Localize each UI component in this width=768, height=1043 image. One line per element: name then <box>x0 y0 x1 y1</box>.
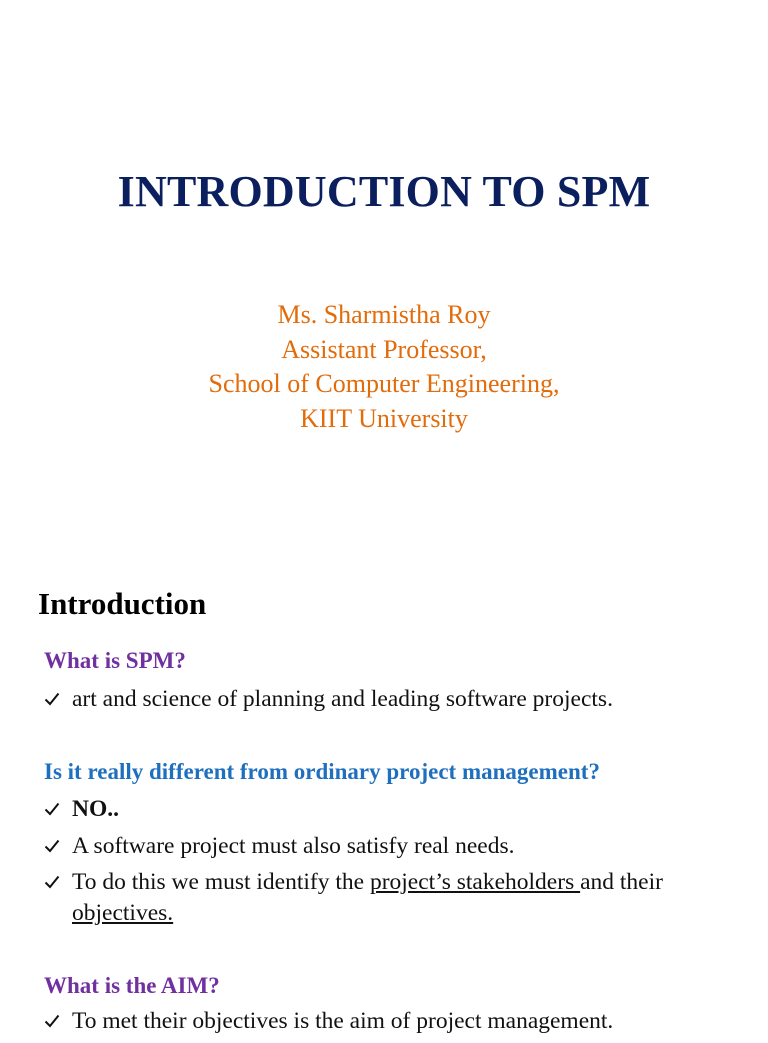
question-different: Is it really different from ordinary project management? <box>44 759 600 784</box>
bullet-text: art and science of planning and leading software projects. <box>72 686 613 712</box>
checkmark-icon <box>44 867 66 889</box>
bullet-text-middle: and their <box>580 869 663 895</box>
list-item <box>44 1006 734 1037</box>
bullet-text: A software project must also satisfy real needs. <box>72 832 515 859</box>
bullet-text: To met their objectives is the aim of project management. <box>72 1008 614 1034</box>
list-item <box>44 794 734 825</box>
author-position: Assistant Professor, <box>281 334 487 364</box>
slide-title: INTRODUCTION TO SPM <box>117 167 651 216</box>
question-aim: What is the AIM? <box>44 973 220 998</box>
checkmark-icon <box>44 1006 66 1028</box>
author-university: KIIT University <box>300 403 468 433</box>
author-block <box>0 298 768 436</box>
stakeholders-underlined-text: project’s stakeholders <box>369 869 581 895</box>
checkmark-icon <box>44 831 66 853</box>
objectives-underlined-text: objectives. <box>72 899 174 926</box>
author-name: Ms. Sharmistha Roy <box>277 300 491 329</box>
bullet-text: NO.. <box>72 796 119 822</box>
question-what-is-spm: What is SPM? <box>44 648 186 673</box>
bullet-list-aim <box>44 1006 734 1043</box>
bullet-list-spm <box>44 684 734 721</box>
author-school: School of Computer Engineering, <box>208 369 560 398</box>
list-item <box>44 684 734 715</box>
list-item <box>44 867 734 928</box>
bullet-text-prefix: To do this we must identify the <box>72 869 370 895</box>
bullet-list-different <box>44 794 734 934</box>
checkmark-icon <box>44 684 66 706</box>
list-item <box>44 831 734 862</box>
checkmark-icon <box>44 794 66 816</box>
introduction-slide <box>0 560 768 1034</box>
section-heading: Introduction <box>38 586 207 621</box>
